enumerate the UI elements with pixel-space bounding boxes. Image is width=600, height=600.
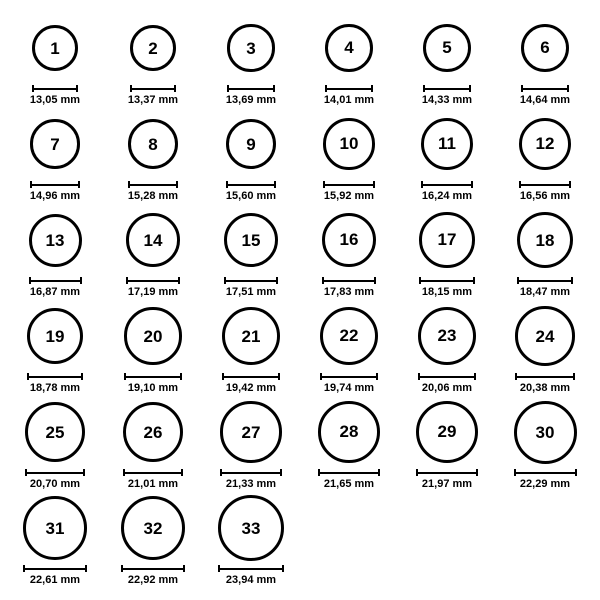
ring-circle-icon xyxy=(23,496,87,560)
ring-circle-icon xyxy=(323,118,374,169)
diameter-measure-bar xyxy=(130,84,177,93)
ring-size-number: 31 xyxy=(45,518,65,538)
ring-size-cell[interactable] xyxy=(398,300,496,396)
ring-size-cell[interactable] xyxy=(398,204,496,300)
diameter-label: 19,74 mm xyxy=(323,382,375,394)
measure-bar-line xyxy=(419,277,474,284)
ring-circle-icon xyxy=(418,307,477,366)
measure-bar-line xyxy=(224,277,278,284)
ring-size-number: 10 xyxy=(339,134,359,154)
ring-circle-wrapper xyxy=(418,300,477,372)
ring-size-cell[interactable] xyxy=(104,396,202,492)
ring-circle-icon xyxy=(123,402,184,463)
measure-bar-line xyxy=(423,85,471,92)
measure-bar-line xyxy=(519,181,571,188)
ring-size-number: 5 xyxy=(442,38,452,58)
ring-size-cell[interactable] xyxy=(496,204,594,300)
diameter-measure-bar xyxy=(227,84,274,93)
diameter-measure-bar xyxy=(121,564,185,573)
diameter-measure-bar xyxy=(30,180,80,189)
diameter-measure-bar xyxy=(222,372,280,381)
diameter-measure-bar xyxy=(32,84,78,93)
measure-bar-line xyxy=(517,277,573,284)
ring-size-number: 11 xyxy=(438,134,456,154)
diameter-measure-bar xyxy=(423,84,471,93)
measure-bar-line xyxy=(23,565,87,572)
ring-circle-icon xyxy=(325,24,373,72)
ring-size-number: 13 xyxy=(45,230,65,250)
diameter-measure-bar xyxy=(123,468,184,477)
ring-circle-icon xyxy=(124,307,181,364)
diameter-measure-bar xyxy=(128,180,178,189)
ring-size-number: 3 xyxy=(246,38,256,58)
diameter-measure-bar xyxy=(418,372,477,381)
diameter-measure-bar xyxy=(29,276,82,285)
ring-circle-wrapper xyxy=(27,300,84,372)
ring-size-number: 32 xyxy=(143,518,163,538)
ring-circle-icon xyxy=(519,118,571,170)
ring-circle-icon xyxy=(322,213,377,268)
ring-size-cell[interactable] xyxy=(300,300,398,396)
ring-size-number: 1 xyxy=(50,38,60,58)
diameter-measure-bar xyxy=(220,468,281,477)
diameter-measure-bar xyxy=(419,276,474,285)
ring-circle-icon xyxy=(318,401,380,463)
diameter-label: 18,78 mm xyxy=(29,382,81,394)
ring-circle-wrapper xyxy=(25,396,85,468)
measure-bar-line xyxy=(421,181,473,188)
diameter-label: 20,70 mm xyxy=(29,478,81,490)
ring-size-number: 16 xyxy=(339,230,359,250)
ring-size-cell[interactable] xyxy=(104,12,202,108)
ring-size-number: 22 xyxy=(339,326,359,346)
ring-circle-wrapper xyxy=(323,108,374,180)
diameter-label: 13,05 mm xyxy=(29,94,81,106)
ring-circle-wrapper xyxy=(318,396,380,468)
diameter-measure-bar xyxy=(517,276,573,285)
ring-circle-wrapper xyxy=(222,300,280,372)
ring-size-number: 29 xyxy=(437,422,457,442)
diameter-label: 21,65 mm xyxy=(323,478,375,490)
diameter-label: 15,28 mm xyxy=(127,190,179,202)
ring-circle-icon xyxy=(227,24,274,71)
diameter-measure-bar xyxy=(224,276,278,285)
diameter-measure-bar xyxy=(23,564,87,573)
measure-bar-line xyxy=(27,373,84,380)
ring-size-cell[interactable] xyxy=(496,108,594,204)
diameter-label: 20,38 mm xyxy=(519,382,571,394)
ring-size-cell[interactable] xyxy=(104,108,202,204)
ring-size-number: 8 xyxy=(148,134,158,154)
ring-size-cell[interactable] xyxy=(6,492,104,588)
measure-bar-line xyxy=(130,85,177,92)
ring-size-number: 7 xyxy=(50,134,60,154)
ring-circle-wrapper xyxy=(423,12,471,84)
ring-circle-icon xyxy=(419,212,474,267)
measure-bar-line xyxy=(220,469,281,476)
measure-bar-line xyxy=(25,469,85,476)
diameter-label: 19,42 mm xyxy=(225,382,277,394)
diameter-measure-bar xyxy=(323,180,374,189)
ring-circle-icon xyxy=(222,307,280,365)
diameter-measure-bar xyxy=(126,276,180,285)
ring-circle-wrapper xyxy=(521,12,570,84)
ring-size-cell[interactable] xyxy=(202,12,300,108)
ring-circle-wrapper xyxy=(220,396,281,468)
diameter-label: 16,56 mm xyxy=(519,190,571,202)
ring-size-cell[interactable] xyxy=(398,396,496,492)
diameter-label: 23,94 mm xyxy=(225,574,277,586)
measure-bar-line xyxy=(320,373,378,380)
ring-circle-icon xyxy=(30,119,80,169)
diameter-label: 22,29 mm xyxy=(519,478,571,490)
ring-size-cell[interactable] xyxy=(6,396,104,492)
ring-size-cell[interactable] xyxy=(104,204,202,300)
ring-size-number: 12 xyxy=(535,134,555,154)
ring-size-number: 6 xyxy=(540,38,550,58)
ring-circle-wrapper xyxy=(32,12,78,84)
ring-circle-icon xyxy=(224,213,278,267)
ring-circle-icon xyxy=(220,401,281,462)
ring-size-cell[interactable] xyxy=(398,12,496,108)
ring-circle-wrapper xyxy=(128,108,178,180)
ring-size-cell[interactable] xyxy=(6,300,104,396)
ring-size-cell[interactable] xyxy=(300,396,398,492)
ring-circle-icon xyxy=(521,24,570,73)
diameter-label: 16,24 mm xyxy=(421,190,473,202)
measure-bar-line xyxy=(515,373,575,380)
measure-bar-line xyxy=(218,565,284,572)
ring-size-cell[interactable] xyxy=(104,492,202,588)
ring-size-number: 17 xyxy=(437,230,457,250)
measure-bar-line xyxy=(32,85,78,92)
ring-circle-wrapper xyxy=(124,300,181,372)
ring-circle-wrapper xyxy=(416,396,478,468)
ring-circle-icon xyxy=(126,213,180,267)
ring-size-number: 9 xyxy=(246,134,256,154)
diameter-label: 14,64 mm xyxy=(519,94,571,106)
ring-circle-icon xyxy=(29,214,82,267)
measure-bar-line xyxy=(416,469,478,476)
ring-size-number: 28 xyxy=(339,422,359,442)
ring-circle-icon xyxy=(515,306,575,366)
measure-bar-line xyxy=(514,469,577,476)
ring-circle-wrapper xyxy=(29,204,82,276)
ring-size-cell[interactable] xyxy=(300,12,398,108)
diameter-label: 19,10 mm xyxy=(127,382,179,394)
diameter-measure-bar xyxy=(218,564,284,573)
diameter-label: 21,97 mm xyxy=(421,478,473,490)
measure-bar-line xyxy=(325,85,373,92)
ring-circle-wrapper xyxy=(515,300,575,372)
ring-circle-icon xyxy=(226,119,277,170)
ring-size-cell[interactable] xyxy=(202,204,300,300)
ring-size-number: 19 xyxy=(45,326,65,346)
ring-circle-icon xyxy=(32,25,78,71)
measure-bar-line xyxy=(222,373,280,380)
ring-circle-icon xyxy=(128,119,178,169)
ring-size-number: 30 xyxy=(535,422,555,442)
ring-circle-icon xyxy=(25,402,85,462)
diameter-label: 15,60 mm xyxy=(225,190,277,202)
diameter-label: 18,15 mm xyxy=(421,286,473,298)
measure-bar-line xyxy=(521,85,570,92)
diameter-measure-bar xyxy=(320,372,378,381)
ring-size-cell[interactable] xyxy=(202,300,300,396)
measure-bar-line xyxy=(124,373,181,380)
ring-circle-wrapper xyxy=(126,204,180,276)
ring-circle-wrapper xyxy=(23,492,87,564)
ring-circle-wrapper xyxy=(226,108,277,180)
ring-circle-icon xyxy=(416,401,478,463)
ring-size-number: 15 xyxy=(241,230,261,250)
diameter-measure-bar xyxy=(416,468,478,477)
diameter-label: 17,83 mm xyxy=(323,286,375,298)
ring-circle-wrapper xyxy=(514,396,577,468)
ring-circle-wrapper xyxy=(421,108,473,180)
ring-circle-wrapper xyxy=(227,12,274,84)
ring-size-cell[interactable] xyxy=(104,300,202,396)
ring-size-cell[interactable] xyxy=(496,396,594,492)
ring-size-number: 18 xyxy=(535,230,555,250)
ring-circle-icon xyxy=(423,24,471,72)
ring-circle-icon xyxy=(218,495,284,561)
ring-circle-icon xyxy=(130,25,177,72)
measure-bar-line xyxy=(227,85,274,92)
measure-bar-line xyxy=(30,181,80,188)
ring-size-number: 33 xyxy=(241,518,261,538)
ring-size-cell[interactable] xyxy=(202,108,300,204)
ring-circle-wrapper xyxy=(224,204,278,276)
ring-circle-icon xyxy=(121,496,185,560)
ring-circle-wrapper xyxy=(519,108,571,180)
diameter-measure-bar xyxy=(325,84,373,93)
diameter-measure-bar xyxy=(515,372,575,381)
ring-circle-wrapper xyxy=(320,300,378,372)
measure-bar-line xyxy=(126,277,180,284)
ring-circle-wrapper xyxy=(130,12,177,84)
diameter-measure-bar xyxy=(27,372,84,381)
ring-size-cell[interactable] xyxy=(496,300,594,396)
ring-circle-wrapper xyxy=(218,492,284,564)
ring-size-grid xyxy=(6,12,594,588)
ring-circle-wrapper xyxy=(322,204,377,276)
ring-size-number: 24 xyxy=(535,326,555,346)
ring-size-cell[interactable] xyxy=(202,396,300,492)
diameter-label: 14,96 mm xyxy=(29,190,81,202)
diameter-measure-bar xyxy=(421,180,473,189)
ring-size-cell[interactable] xyxy=(202,492,300,588)
diameter-measure-bar xyxy=(322,276,377,285)
diameter-measure-bar xyxy=(124,372,181,381)
ring-circle-wrapper xyxy=(325,12,373,84)
ring-circle-wrapper xyxy=(517,204,573,276)
measure-bar-line xyxy=(323,181,374,188)
ring-size-number: 4 xyxy=(344,38,354,58)
diameter-label: 18,47 mm xyxy=(519,286,571,298)
measure-bar-line xyxy=(128,181,178,188)
diameter-label: 14,01 mm xyxy=(323,94,375,106)
ring-size-number: 23 xyxy=(437,326,457,346)
ring-circle-icon xyxy=(320,307,378,365)
diameter-label: 21,33 mm xyxy=(225,478,277,490)
measure-bar-line xyxy=(121,565,185,572)
ring-size-cell[interactable] xyxy=(6,12,104,108)
ring-size-cell[interactable] xyxy=(6,204,104,300)
ring-circle-wrapper xyxy=(419,204,474,276)
ring-circle-icon xyxy=(514,401,577,464)
measure-bar-line xyxy=(123,469,184,476)
ring-size-number: 2 xyxy=(148,38,158,58)
ring-size-number: 25 xyxy=(45,422,65,442)
ring-size-cell[interactable] xyxy=(6,108,104,204)
ring-circle-wrapper xyxy=(123,396,184,468)
measure-bar-line xyxy=(226,181,277,188)
ring-size-number: 14 xyxy=(143,230,163,250)
ring-size-number: 20 xyxy=(143,326,163,346)
ring-circle-icon xyxy=(421,118,473,170)
diameter-label: 16,87 mm xyxy=(29,286,81,298)
diameter-label: 17,51 mm xyxy=(225,286,277,298)
diameter-label: 13,37 mm xyxy=(127,94,179,106)
ring-circle-wrapper xyxy=(121,492,185,564)
ring-size-number: 27 xyxy=(241,422,261,442)
diameter-measure-bar xyxy=(514,468,577,477)
ring-size-cell[interactable] xyxy=(300,204,398,300)
ring-size-cell[interactable] xyxy=(398,108,496,204)
diameter-label: 20,06 mm xyxy=(421,382,473,394)
diameter-label: 13,69 mm xyxy=(225,94,277,106)
ring-size-cell[interactable] xyxy=(496,12,594,108)
diameter-measure-bar xyxy=(519,180,571,189)
measure-bar-line xyxy=(322,277,377,284)
diameter-measure-bar xyxy=(25,468,85,477)
diameter-label: 17,19 mm xyxy=(127,286,179,298)
diameter-label: 14,33 mm xyxy=(421,94,473,106)
ring-size-number: 21 xyxy=(241,326,261,346)
ring-size-number: 26 xyxy=(143,422,163,442)
diameter-measure-bar xyxy=(318,468,380,477)
diameter-measure-bar xyxy=(521,84,570,93)
measure-bar-line xyxy=(318,469,380,476)
ring-circle-icon xyxy=(27,308,84,365)
measure-bar-line xyxy=(418,373,477,380)
ring-circle-icon xyxy=(517,212,573,268)
measure-bar-line xyxy=(29,277,82,284)
diameter-measure-bar xyxy=(226,180,277,189)
diameter-label: 22,61 mm xyxy=(29,574,81,586)
diameter-label: 21,01 mm xyxy=(127,478,179,490)
ring-size-cell[interactable] xyxy=(300,108,398,204)
diameter-label: 15,92 mm xyxy=(323,190,375,202)
diameter-label: 22,92 mm xyxy=(127,574,179,586)
ring-circle-wrapper xyxy=(30,108,80,180)
